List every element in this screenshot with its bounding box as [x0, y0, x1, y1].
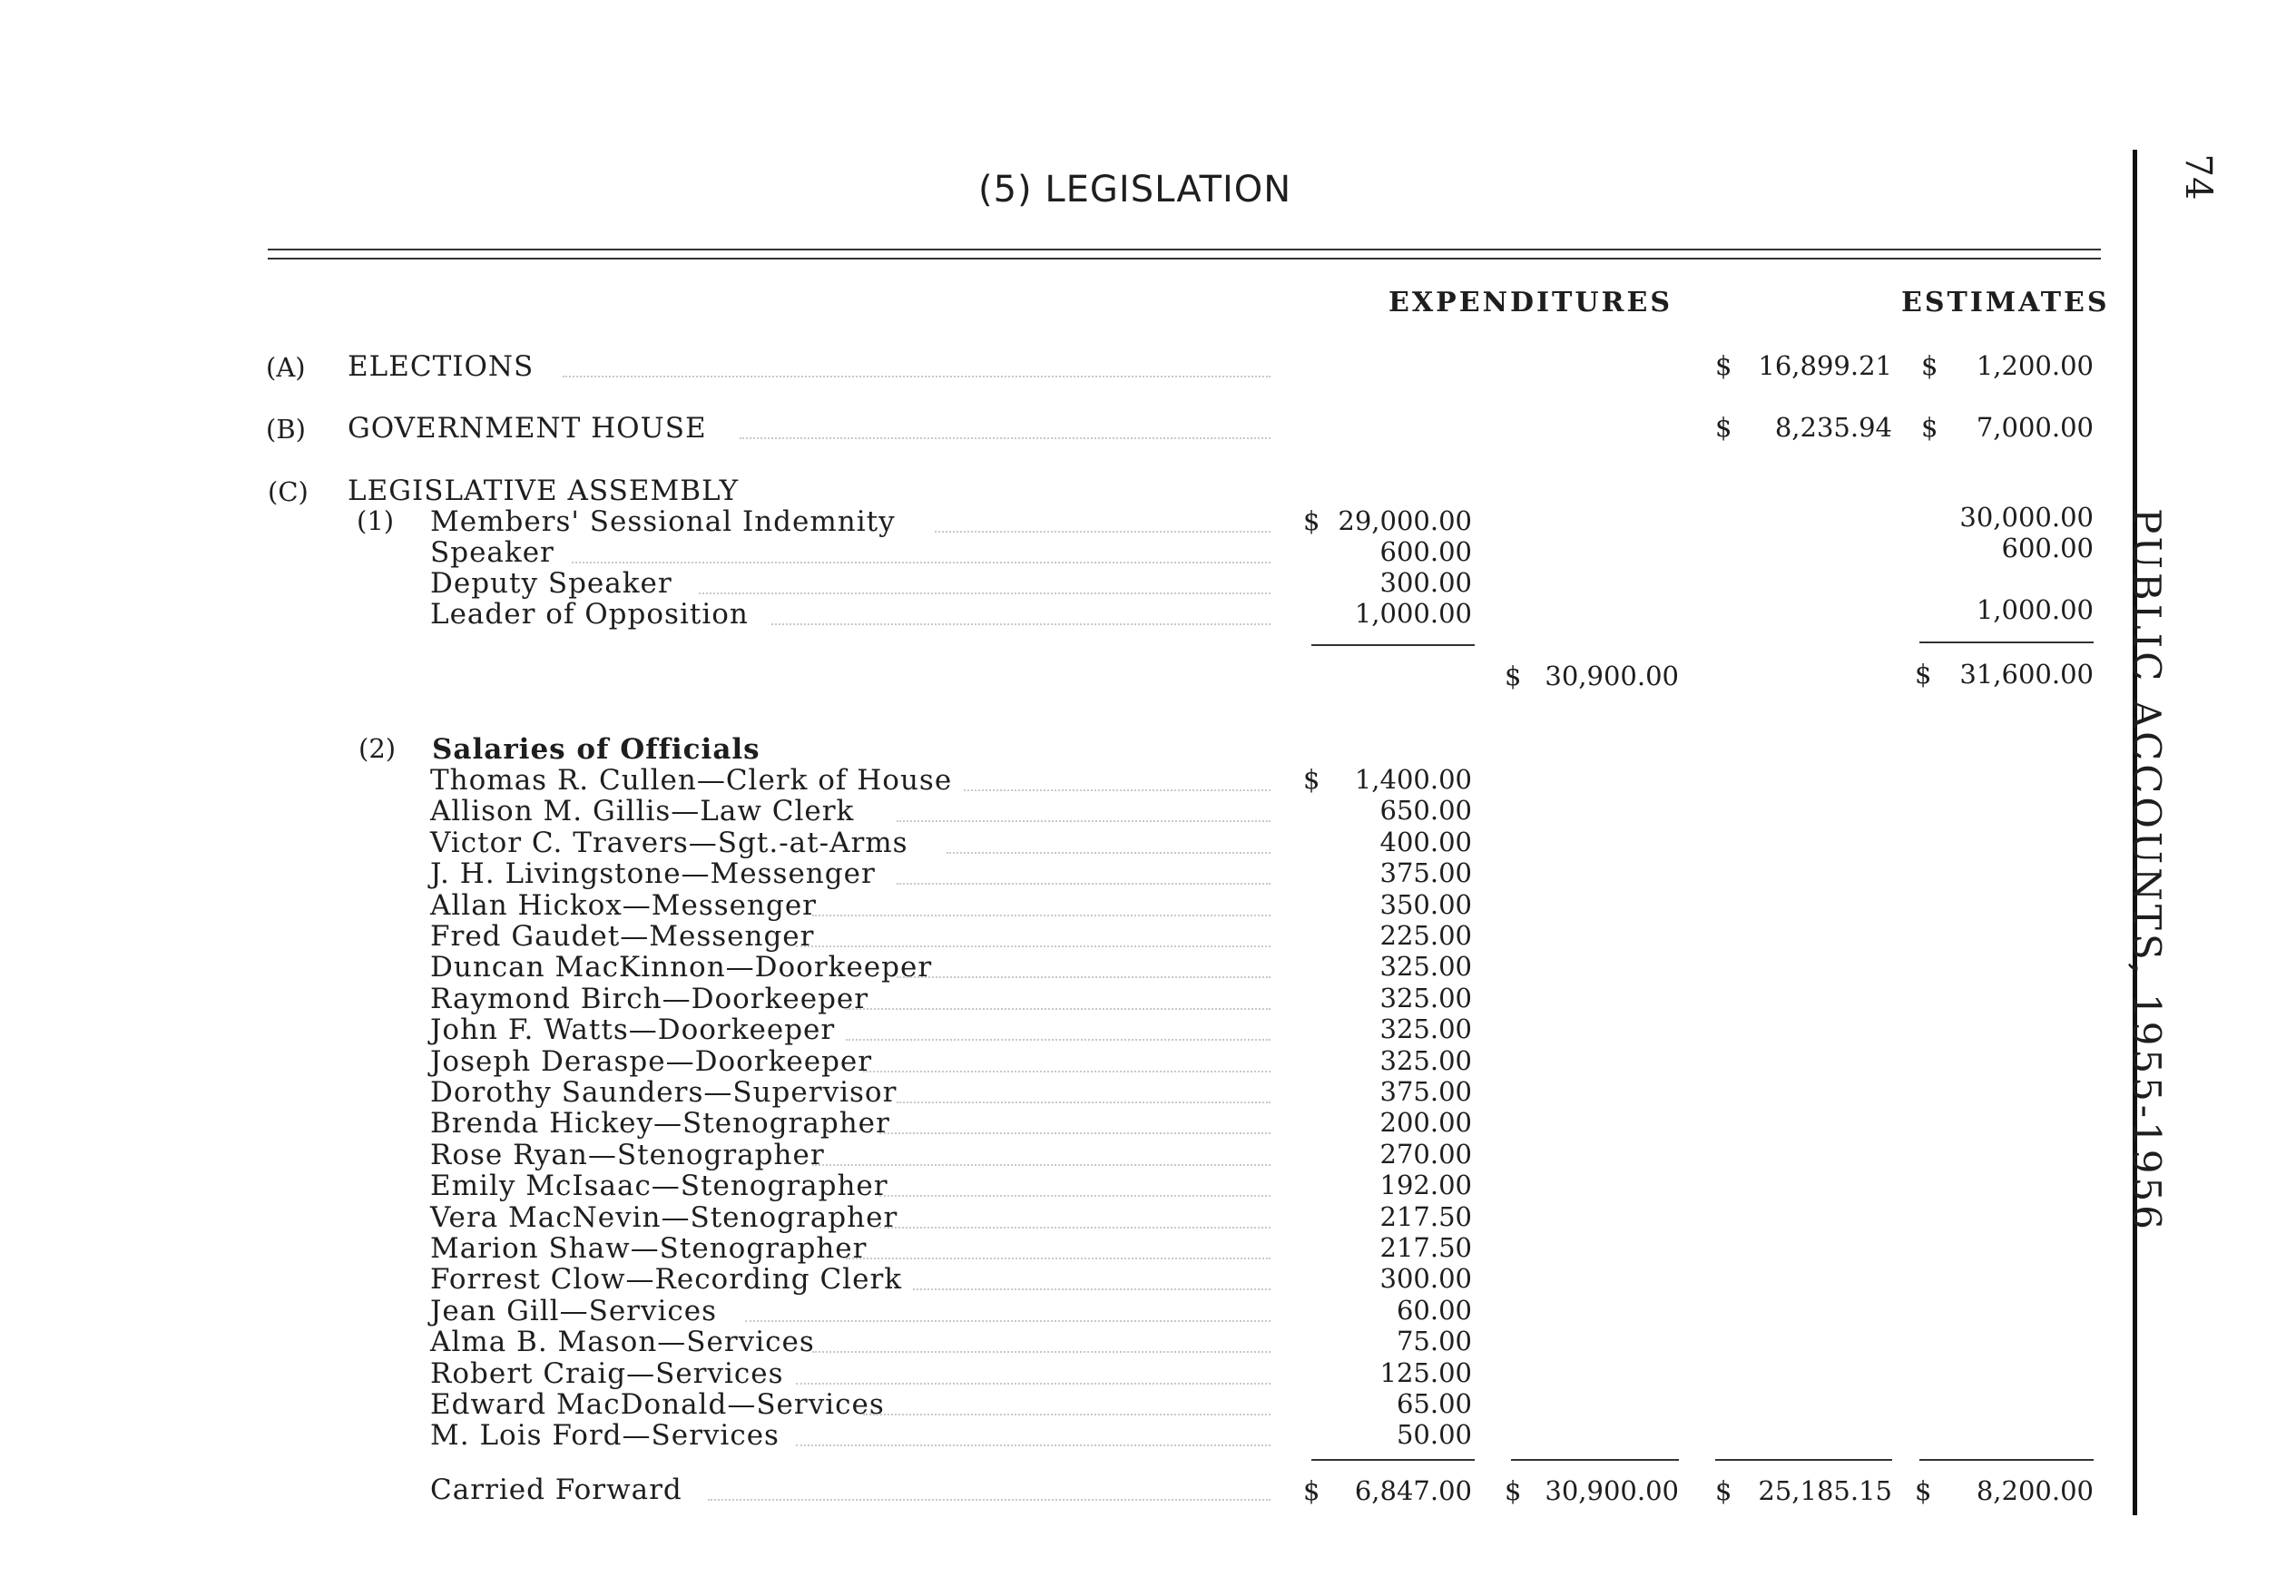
indemnity-row-label: Speaker — [430, 536, 554, 569]
salary-row-label: Dorothy Saunders—Supervisor — [430, 1076, 898, 1109]
salary-row-label: Joseph Deraspe—Doorkeeper — [430, 1045, 873, 1078]
running-head: PUBLIC ACCOUNTS, 1955-1956 — [2124, 508, 2169, 1233]
dollar-sign: $ — [1303, 505, 1320, 536]
indemnity-row-estimate: 600.00 — [2001, 533, 2094, 563]
salary-row-amount: 200.00 — [1379, 1107, 1472, 1138]
leader-dots — [708, 1499, 1271, 1501]
salaries-heading: Salaries of Officials — [432, 733, 760, 766]
leader-dots — [947, 852, 1271, 854]
salary-row-label: Allison M. Gillis—Law Clerk — [430, 795, 855, 827]
salary-row-label: Victor C. Travers—Sgt.-at-Arms — [430, 827, 908, 859]
leader-dots — [897, 820, 1271, 822]
salary-row-amount: 217.50 — [1379, 1232, 1472, 1263]
leader-dots — [913, 1288, 1271, 1290]
carried-forward-col2: 30,900.00 — [1545, 1475, 1679, 1506]
government-house-estimate: 7,000.00 — [1976, 412, 2094, 443]
indemnity-row-label: Deputy Speaker — [430, 567, 672, 600]
leader-dots — [897, 1102, 1271, 1103]
section-letter-c: (C) — [268, 476, 309, 507]
title-rule-bottom — [268, 258, 2101, 259]
legislative-assembly-label: LEGISLATIVE ASSEMBLY — [348, 475, 740, 507]
salary-row-amount: 270.00 — [1379, 1139, 1472, 1170]
expenditures-header: EXPENDITURES — [1388, 287, 1673, 318]
leader-dots — [572, 562, 1271, 563]
indemnity-row-estimate: 30,000.00 — [1959, 502, 2094, 533]
dollar-sign: $ — [1715, 350, 1732, 381]
salary-row-label: Marion Shaw—Stenographer — [430, 1232, 868, 1265]
leader-dots — [740, 437, 1271, 439]
dollar-sign: $ — [1915, 1475, 1932, 1506]
salary-row-amount: 1,400.00 — [1354, 764, 1472, 795]
dollar-sign: $ — [1303, 1475, 1320, 1506]
page-title: (5) LEGISLATION — [978, 169, 1292, 211]
indemnity-row-amount: 600.00 — [1379, 536, 1472, 567]
salary-row-label: Raymond Birch—Doorkeeper — [430, 983, 869, 1015]
salary-row-label: M. Lois Ford—Services — [430, 1419, 780, 1452]
indemnity-row-amount: 1,000.00 — [1354, 598, 1472, 629]
salary-row-amount: 225.00 — [1379, 920, 1472, 951]
elections-expenditure: 16,899.21 — [1758, 350, 1892, 381]
salary-row-amount: 650.00 — [1379, 795, 1472, 826]
salary-row-amount: 75.00 — [1396, 1326, 1472, 1356]
indemnity-subtotal: 30,900.00 — [1545, 661, 1679, 691]
leader-dots — [771, 623, 1271, 625]
salary-row-amount: 350.00 — [1379, 889, 1472, 920]
leader-dots — [796, 1444, 1271, 1446]
salary-row-label: Forrest Clow—Recording Clerk — [430, 1263, 903, 1296]
salary-row-label: Jean Gill—Services — [430, 1295, 718, 1327]
leader-dots — [863, 1071, 1271, 1072]
elections-estimate: 1,200.00 — [1976, 350, 2094, 381]
salary-row-amount: 325.00 — [1379, 951, 1472, 982]
page-number: 74 — [2177, 153, 2219, 201]
salary-row-amount: 60.00 — [1396, 1295, 1472, 1326]
dollar-sign: $ — [1715, 412, 1732, 443]
leader-dots — [897, 883, 1271, 885]
salary-row-amount: 217.50 — [1379, 1201, 1472, 1232]
indemnity-row-amount: 300.00 — [1379, 567, 1472, 598]
leader-dots — [812, 915, 1271, 916]
salary-row-label: Thomas R. Cullen—Clerk of House — [430, 764, 953, 797]
salary-row-label: Edward MacDonald—Services — [430, 1388, 885, 1421]
dollar-sign: $ — [1915, 659, 1932, 690]
leader-dots — [879, 1195, 1271, 1197]
government-house-expenditure: 8,235.94 — [1774, 412, 1892, 443]
salary-row-amount: 65.00 — [1396, 1388, 1472, 1419]
leader-dots — [879, 1132, 1271, 1134]
salary-row-label: J. H. Livingstone—Messenger — [430, 857, 876, 890]
salary-row-label: Fred Gaudet—Messenger — [430, 920, 815, 953]
salary-row-label: Alma B. Mason—Services — [430, 1326, 815, 1358]
section-letter-b: (B) — [266, 414, 306, 445]
leader-dots — [935, 531, 1271, 533]
dollar-sign: $ — [1505, 1475, 1522, 1506]
dollar-sign: $ — [1505, 661, 1522, 691]
dollar-sign: $ — [1303, 764, 1320, 795]
section-letter-a: (A) — [266, 352, 306, 383]
salary-row-amount: 325.00 — [1379, 1013, 1472, 1044]
leader-dots — [846, 1039, 1271, 1041]
subtotal-rule — [1311, 644, 1475, 646]
indemnity-row-estimate: 1,000.00 — [1976, 594, 2094, 625]
dollar-sign: $ — [1921, 350, 1938, 381]
salary-row-amount: 192.00 — [1379, 1170, 1472, 1200]
salary-row-amount: 400.00 — [1379, 827, 1472, 857]
title-rule-top — [268, 249, 2101, 250]
salary-row-amount: 50.00 — [1396, 1419, 1472, 1450]
leader-dots — [812, 1351, 1271, 1353]
elections-label: ELECTIONS — [348, 350, 535, 383]
subsection-number-2: (2) — [358, 733, 397, 764]
leader-dots — [796, 1383, 1271, 1385]
subsection-number-1: (1) — [357, 505, 395, 536]
carried-forward-label: Carried Forward — [430, 1474, 682, 1506]
salary-row-label: Rose Ryan—Stenographer — [430, 1139, 825, 1171]
leader-dots — [796, 945, 1271, 947]
salary-row-label: Duncan MacKinnon—Doorkeeper — [430, 951, 933, 984]
carried-rule — [1715, 1459, 1892, 1461]
carried-rule — [1311, 1459, 1475, 1461]
government-house-label: GOVERNMENT HOUSE — [348, 412, 707, 445]
salary-row-label: Brenda Hickey—Stenographer — [430, 1107, 890, 1140]
leader-dots — [897, 976, 1271, 978]
estimates-header: ESTIMATES — [1901, 287, 2110, 318]
carried-forward-col4: 8,200.00 — [1976, 1475, 2094, 1506]
salary-row-label: Robert Craig—Services — [430, 1357, 784, 1390]
leader-dots — [812, 1164, 1271, 1166]
leader-dots — [879, 1227, 1271, 1229]
leader-dots — [846, 1258, 1271, 1259]
salary-row-amount: 375.00 — [1379, 1076, 1472, 1107]
dollar-sign: $ — [1921, 412, 1938, 443]
carried-rule — [1919, 1459, 2094, 1461]
salary-row-amount: 300.00 — [1379, 1263, 1472, 1294]
dollar-sign: $ — [1715, 1475, 1732, 1506]
leader-dots — [964, 789, 1271, 791]
indemnity-row-amount: 29,000.00 — [1338, 505, 1472, 536]
carried-forward-col3: 25,185.15 — [1758, 1475, 1892, 1506]
carried-rule — [1511, 1459, 1679, 1461]
indemnity-row-label: Members' Sessional Indemnity — [430, 505, 896, 538]
estimate-total-rule — [1919, 641, 2094, 643]
salary-row-amount: 375.00 — [1379, 857, 1472, 888]
salary-row-amount: 325.00 — [1379, 1045, 1472, 1076]
salary-row-amount: 325.00 — [1379, 983, 1472, 1013]
salary-row-label: John F. Watts—Doorkeeper — [430, 1013, 836, 1046]
salary-row-label: Emily McIsaac—Stenographer — [430, 1170, 888, 1202]
leader-dots — [745, 1320, 1271, 1322]
leader-dots — [563, 376, 1271, 377]
indemnity-estimate-total: 31,600.00 — [1959, 659, 2094, 690]
leader-dots — [699, 592, 1271, 594]
carried-forward-col1: 6,847.00 — [1354, 1475, 1472, 1506]
leader-dots — [863, 1414, 1271, 1415]
salary-row-label: Vera MacNevin—Stenographer — [430, 1201, 898, 1234]
leader-dots — [846, 1008, 1271, 1010]
salary-row-label: Allan Hickox—Messenger — [430, 889, 817, 922]
indemnity-row-label: Leader of Opposition — [430, 598, 749, 631]
salary-row-amount: 125.00 — [1379, 1357, 1472, 1388]
